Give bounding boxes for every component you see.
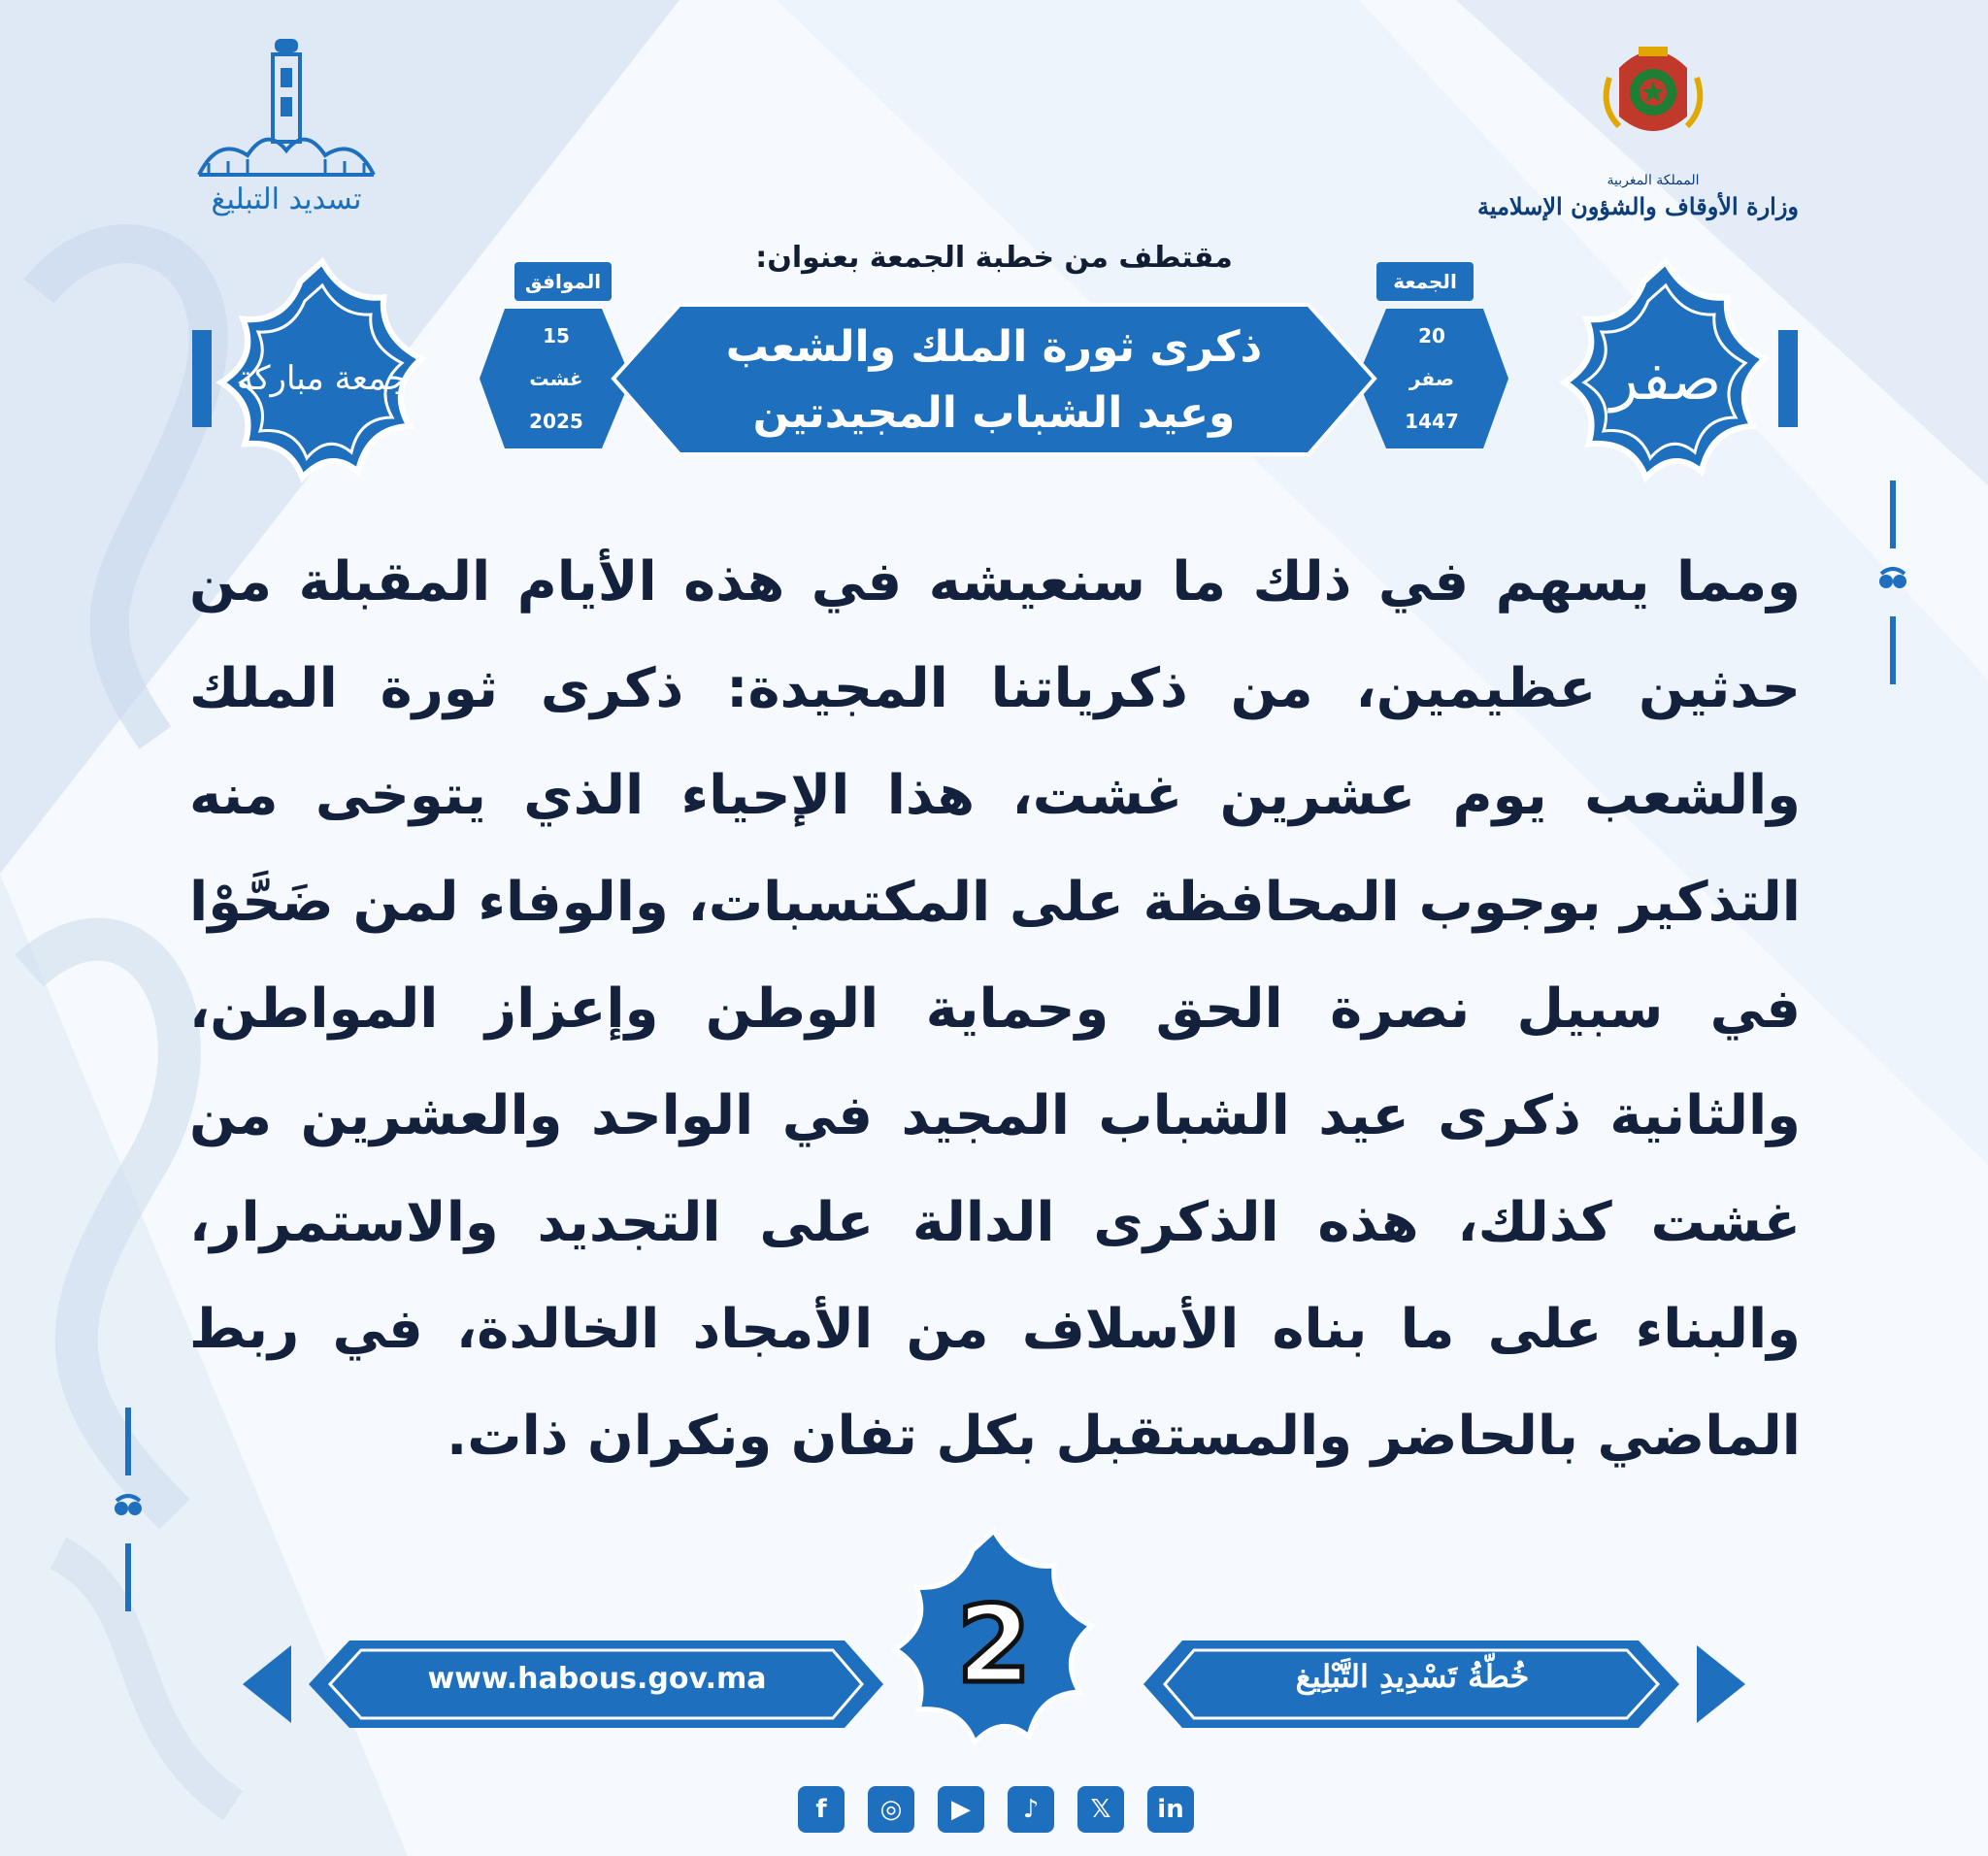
right-side-ornament <box>1873 481 1912 684</box>
tiktok-icon[interactable]: ♪ <box>1008 1786 1054 1833</box>
sermon-subtitle: مقتطف من خطبة الجمعة بعنوان: <box>755 241 1233 275</box>
plan-name: خُطّةُ تَسْدِيدِ التَّبْلِيغ <box>1295 1658 1530 1695</box>
facebook-icon[interactable]: f <box>798 1786 845 1833</box>
blessed-friday-medallion: جمعة مباركة <box>237 359 408 398</box>
ministry-kingdom: المملكة المغربية <box>1607 173 1700 188</box>
gregorian-month: غشت <box>529 367 583 390</box>
linkedin-icon[interactable]: in <box>1147 1786 1194 1833</box>
hijri-tag: الجمعة <box>1393 270 1457 293</box>
ministry-name: وزارة الأوقاف والشؤون الإسلامية <box>1476 192 1799 220</box>
instagram-icon[interactable]: ◎ <box>868 1786 914 1833</box>
sermon-excerpt: ومما يسهم في ذلك ما سنعيشه في هذه الأيام المقبلة من حدثين عظيمين، من ذكرياتنا المجيدة: ذكرى ثورة الملك والشعب يوم عشرين غشت، هذا الإحياء الذي يتوخى منه التذكير بوجوب المحافظة على المكتسبات، والوفاء لمن ضَحَّوْا في سبيل نصرة الحق وحماية الوطن وإعزاز المواطن، والثانية ذكرى عيد الشباب المجيد في الواحد والعشرين من غشت كذلك، هذه الذكرى الدالة على التجديد والاستمرار، والبناء على ما بناه الأسلاف من الأمجاد الخالدة، في ربط الماضي بالحاضر والمستقبل بكل تفان ونكران ذات. <box>189 550 1801 1468</box>
website-link[interactable]: www.habous.gov.ma <box>427 1662 767 1696</box>
hijri-month: صفر <box>1408 367 1455 390</box>
page-number: 2 <box>956 1582 1032 1707</box>
sermon-title-line-2: وعيد الشباب المجيدتين <box>752 388 1236 438</box>
hijri-day: 20 <box>1418 324 1445 348</box>
youtube-icon[interactable]: ▶ <box>938 1786 984 1833</box>
sermon-title-line-1: ذكرى ثورة الملك والشعب <box>725 322 1263 372</box>
gregorian-tag: الموافق <box>524 270 602 293</box>
gregorian-day: 15 <box>543 324 570 348</box>
hijri-month-medallion: صفر <box>1609 346 1722 414</box>
hijri-year: 1447 <box>1405 410 1459 433</box>
gregorian-year: 2025 <box>529 410 583 433</box>
tasdid-label: تسديد التبليغ <box>211 182 362 216</box>
x-icon[interactable]: 𝕏 <box>1077 1786 1124 1833</box>
